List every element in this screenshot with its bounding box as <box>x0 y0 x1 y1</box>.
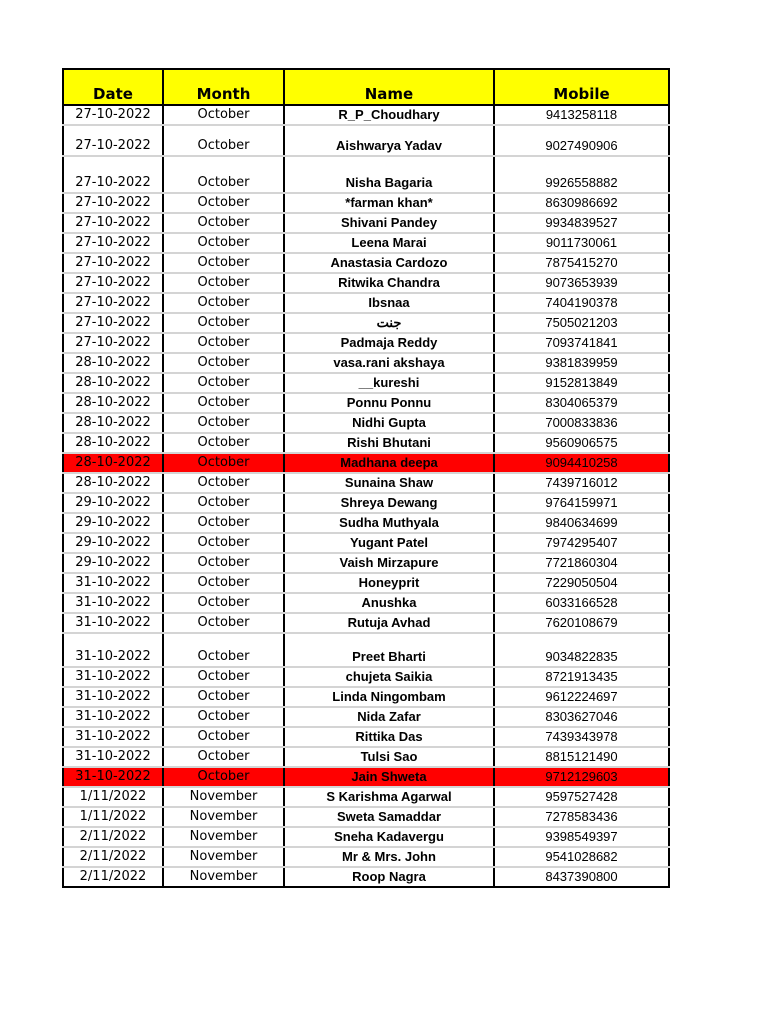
cell-month: October <box>163 473 284 493</box>
cell-month: October <box>163 747 284 767</box>
cell-name: Sudha Muthyala <box>284 513 494 533</box>
cell-month: October <box>163 667 284 687</box>
cell-mobile: 8815121490 <box>494 747 669 767</box>
cell-month: November <box>163 847 284 867</box>
cell-mobile: 7278583436 <box>494 807 669 827</box>
cell-date: 27-10-2022 <box>63 193 163 213</box>
cell-date: 29-10-2022 <box>63 513 163 533</box>
cell-name: Sweta Samaddar <box>284 807 494 827</box>
cell-month: October <box>163 213 284 233</box>
cell-mobile: 8437390800 <box>494 867 669 887</box>
cell-mobile: 8721913435 <box>494 667 669 687</box>
cell-mobile: 9011730061 <box>494 233 669 253</box>
cell-name: Aishwarya Yadav <box>284 125 494 156</box>
cell-month: October <box>163 105 284 125</box>
cell-date: 28-10-2022 <box>63 413 163 433</box>
cell-date: 28-10-2022 <box>63 353 163 373</box>
cell-date: 28-10-2022 <box>63 473 163 493</box>
table-row <box>63 273 669 293</box>
cell-mobile: 8630986692 <box>494 193 669 213</box>
cell-date: 2/11/2022 <box>63 867 163 887</box>
table-row <box>63 727 669 747</box>
cell-name: Sneha Kadavergu <box>284 827 494 847</box>
header-row <box>63 69 669 105</box>
cell-date: 31-10-2022 <box>63 593 163 613</box>
cell-mobile: 8304065379 <box>494 393 669 413</box>
cell-date: 31-10-2022 <box>63 707 163 727</box>
cell-mobile: 9840634699 <box>494 513 669 533</box>
cell-mobile: 7439343978 <box>494 727 669 747</box>
table-row <box>63 847 669 867</box>
table-row <box>63 413 669 433</box>
table-row <box>63 156 669 193</box>
cell-mobile: 9764159971 <box>494 493 669 513</box>
cell-month: October <box>163 593 284 613</box>
cell-name: *farman khan* <box>284 193 494 213</box>
cell-name: Ibsnaa <box>284 293 494 313</box>
cell-month: October <box>163 633 284 667</box>
cell-mobile: 8303627046 <box>494 707 669 727</box>
cell-mobile: 7439716012 <box>494 473 669 493</box>
cell-month: October <box>163 353 284 373</box>
cell-date: 2/11/2022 <box>63 827 163 847</box>
cell-name: Madhana deepa <box>284 453 494 473</box>
cell-month: November <box>163 807 284 827</box>
cell-name: Nisha Bagaria <box>284 156 494 193</box>
cell-name: Honeyprit <box>284 573 494 593</box>
cell-name: Rittika Das <box>284 727 494 747</box>
cell-name: Mr & Mrs. John <box>284 847 494 867</box>
cell-mobile: 7000833836 <box>494 413 669 433</box>
cell-name: Linda Ningombam <box>284 687 494 707</box>
cell-month: October <box>163 156 284 193</box>
cell-month: October <box>163 493 284 513</box>
cell-month: October <box>163 553 284 573</box>
cell-month: October <box>163 687 284 707</box>
cell-name: chujeta Saikia <box>284 667 494 687</box>
cell-name: Leena Marai <box>284 233 494 253</box>
cell-name: __kureshi <box>284 373 494 393</box>
cell-name: Rishi Bhutani <box>284 433 494 453</box>
cell-name: Yugant Patel <box>284 533 494 553</box>
table-row <box>63 513 669 533</box>
table-row <box>63 747 669 767</box>
cell-name: Sunaina Shaw <box>284 473 494 493</box>
header-date: Date <box>63 69 163 105</box>
cell-name: vasa.rani akshaya <box>284 353 494 373</box>
table-row <box>63 233 669 253</box>
cell-month: October <box>163 433 284 453</box>
cell-month: October <box>163 293 284 313</box>
cell-date: 31-10-2022 <box>63 687 163 707</box>
cell-month: October <box>163 193 284 213</box>
cell-date: 27-10-2022 <box>63 253 163 273</box>
cell-mobile: 9712129603 <box>494 767 669 787</box>
table-row <box>63 453 669 473</box>
cell-name: Tulsi Sao <box>284 747 494 767</box>
cell-mobile: 9381839959 <box>494 353 669 373</box>
table-row <box>63 613 669 633</box>
table-row <box>63 293 669 313</box>
table-row <box>63 473 669 493</box>
cell-month: November <box>163 867 284 887</box>
cell-mobile: 9034822835 <box>494 633 669 667</box>
cell-mobile: 9152813849 <box>494 373 669 393</box>
cell-date: 27-10-2022 <box>63 213 163 233</box>
table-row <box>63 125 669 156</box>
cell-month: November <box>163 827 284 847</box>
cell-month: October <box>163 413 284 433</box>
cell-date: 1/11/2022 <box>63 807 163 827</box>
table-row <box>63 533 669 553</box>
cell-mobile: 7721860304 <box>494 553 669 573</box>
cell-name: Roop Nagra <box>284 867 494 887</box>
cell-mobile: 7620108679 <box>494 613 669 633</box>
cell-mobile: 7875415270 <box>494 253 669 273</box>
cell-mobile: 6033166528 <box>494 593 669 613</box>
cell-month: October <box>163 393 284 413</box>
cell-month: October <box>163 253 284 273</box>
table-row <box>63 687 669 707</box>
cell-month: October <box>163 125 284 156</box>
cell-date: 29-10-2022 <box>63 493 163 513</box>
table-row <box>63 213 669 233</box>
cell-mobile: 9597527428 <box>494 787 669 807</box>
cell-date: 31-10-2022 <box>63 727 163 747</box>
cell-mobile: 9413258118 <box>494 105 669 125</box>
table-row <box>63 707 669 727</box>
cell-mobile: 9094410258 <box>494 453 669 473</box>
cell-mobile: 9560906575 <box>494 433 669 453</box>
cell-month: October <box>163 513 284 533</box>
cell-date: 27-10-2022 <box>63 333 163 353</box>
cell-name: Shreya Dewang <box>284 493 494 513</box>
cell-name: Vaish Mirzapure <box>284 553 494 573</box>
cell-date: 2/11/2022 <box>63 847 163 867</box>
cell-date: 28-10-2022 <box>63 433 163 453</box>
cell-date: 27-10-2022 <box>63 293 163 313</box>
cell-date: 27-10-2022 <box>63 313 163 333</box>
cell-month: October <box>163 767 284 787</box>
cell-date: 31-10-2022 <box>63 767 163 787</box>
cell-mobile: 9934839527 <box>494 213 669 233</box>
cell-name: Rutuja Avhad <box>284 613 494 633</box>
header-month: Month <box>163 69 284 105</box>
cell-name: Nida Zafar <box>284 707 494 727</box>
cell-month: October <box>163 613 284 633</box>
cell-month: October <box>163 727 284 747</box>
cell-date: 1/11/2022 <box>63 787 163 807</box>
header-name: Name <box>284 69 494 105</box>
cell-date: 31-10-2022 <box>63 573 163 593</box>
cell-month: October <box>163 533 284 553</box>
cell-name: Padmaja Reddy <box>284 333 494 353</box>
table-row <box>63 553 669 573</box>
cell-month: October <box>163 453 284 473</box>
table-row <box>63 193 669 213</box>
table-row <box>63 393 669 413</box>
table-row <box>63 573 669 593</box>
table-row <box>63 105 669 125</box>
cell-date: 27-10-2022 <box>63 125 163 156</box>
cell-mobile: 9612224697 <box>494 687 669 707</box>
cell-name: جنت <box>284 313 494 333</box>
cell-name: S Karishma Agarwal <box>284 787 494 807</box>
cell-mobile: 9398549397 <box>494 827 669 847</box>
table-row <box>63 767 669 787</box>
cell-name: R_P_Choudhary <box>284 105 494 125</box>
cell-date: 31-10-2022 <box>63 613 163 633</box>
cell-date: 29-10-2022 <box>63 533 163 553</box>
cell-name: Anushka <box>284 593 494 613</box>
cell-date: 31-10-2022 <box>63 633 163 667</box>
cell-month: October <box>163 573 284 593</box>
cell-date: 28-10-2022 <box>63 453 163 473</box>
table-row <box>63 353 669 373</box>
cell-month: October <box>163 273 284 293</box>
cell-date: 27-10-2022 <box>63 233 163 253</box>
cell-mobile: 7505021203 <box>494 313 669 333</box>
cell-mobile: 7229050504 <box>494 573 669 593</box>
cell-mobile: 7093741841 <box>494 333 669 353</box>
cell-date: 28-10-2022 <box>63 373 163 393</box>
cell-name: Nidhi Gupta <box>284 413 494 433</box>
table-row <box>63 493 669 513</box>
cell-date: 27-10-2022 <box>63 156 163 193</box>
cell-month: October <box>163 707 284 727</box>
table-row <box>63 253 669 273</box>
cell-date: 31-10-2022 <box>63 667 163 687</box>
cell-name: Shivani Pandey <box>284 213 494 233</box>
table-row <box>63 313 669 333</box>
table-row <box>63 667 669 687</box>
table-row <box>63 867 669 887</box>
cell-name: Ritwika Chandra <box>284 273 494 293</box>
cell-month: October <box>163 233 284 253</box>
cell-date: 27-10-2022 <box>63 105 163 125</box>
cell-mobile: 9027490906 <box>494 125 669 156</box>
table-row <box>63 333 669 353</box>
cell-mobile: 7404190378 <box>494 293 669 313</box>
header-mobile: Mobile <box>494 69 669 105</box>
cell-month: October <box>163 373 284 393</box>
cell-name: Ponnu Ponnu <box>284 393 494 413</box>
cell-name: Jain Shweta <box>284 767 494 787</box>
table-row <box>63 633 669 667</box>
cell-date: 29-10-2022 <box>63 553 163 573</box>
cell-month: October <box>163 333 284 353</box>
table-row <box>63 807 669 827</box>
table-row <box>63 373 669 393</box>
cell-mobile: 7974295407 <box>494 533 669 553</box>
table-row <box>63 433 669 453</box>
cell-month: October <box>163 313 284 333</box>
cell-mobile: 9926558882 <box>494 156 669 193</box>
cell-mobile: 9073653939 <box>494 273 669 293</box>
table-row <box>63 593 669 613</box>
cell-name: Preet Bharti <box>284 633 494 667</box>
table-row <box>63 827 669 847</box>
table-body <box>63 105 669 887</box>
cell-month: November <box>163 787 284 807</box>
table-header <box>63 69 669 105</box>
cell-date: 27-10-2022 <box>63 273 163 293</box>
cell-name: Anastasia Cardozo <box>284 253 494 273</box>
cell-date: 28-10-2022 <box>63 393 163 413</box>
cell-date: 31-10-2022 <box>63 747 163 767</box>
table-row <box>63 787 669 807</box>
contacts-table <box>62 68 670 888</box>
cell-mobile: 9541028682 <box>494 847 669 867</box>
